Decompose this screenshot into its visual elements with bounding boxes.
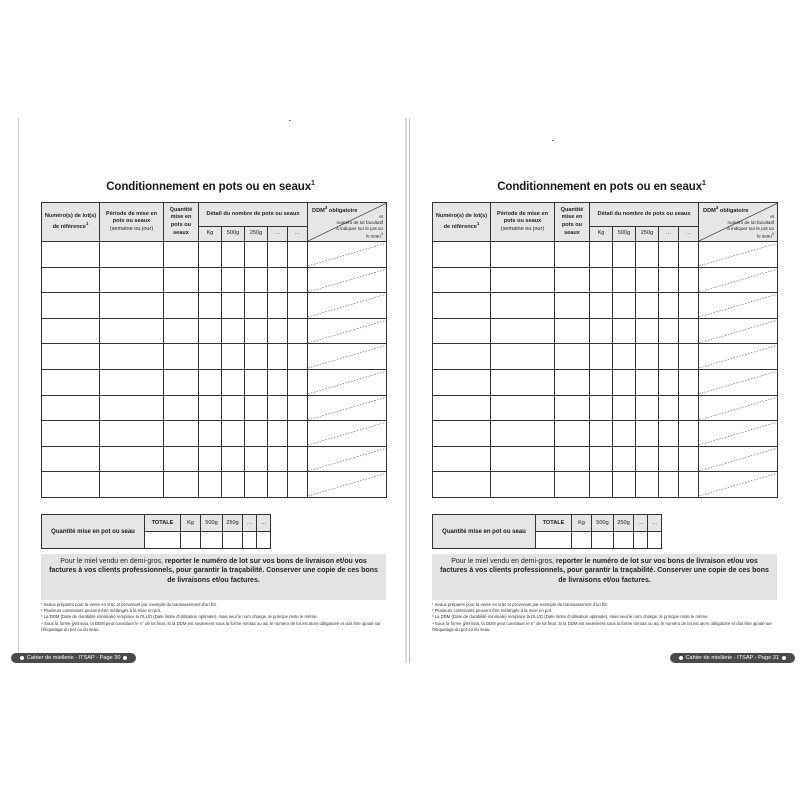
table-cell[interactable] <box>164 421 199 447</box>
table-cell[interactable] <box>288 267 308 293</box>
size-500g: 500g <box>613 227 636 242</box>
table-row <box>42 369 387 395</box>
table-cell[interactable] <box>245 267 268 293</box>
size-250g: 250g <box>636 227 659 242</box>
table-cell[interactable] <box>679 369 699 395</box>
table-cell[interactable] <box>555 267 590 293</box>
table-cell[interactable] <box>433 446 491 472</box>
table-cell[interactable] <box>590 446 613 472</box>
table-cell[interactable] <box>491 344 555 370</box>
table-cell[interactable] <box>679 293 699 319</box>
table-cell[interactable] <box>491 267 555 293</box>
table-cell[interactable] <box>590 421 613 447</box>
page-footer: Cahier de miellerie - ITSAP - Page 30 <box>11 653 136 663</box>
table-cell[interactable] <box>590 267 613 293</box>
table-cell[interactable] <box>245 369 268 395</box>
table-cell[interactable] <box>613 344 636 370</box>
table-cell[interactable] <box>555 369 590 395</box>
traceability-notice: Pour le miel vendu en demi-gros, reporter le numéro de lot sur vos bons de livraison et/ou vos factures à vos clients professionnels, pour garantir la traçabilité. Conserver une copie de ces bons de livraisons et/ou factures. <box>41 554 386 600</box>
table-cell[interactable] <box>288 293 308 319</box>
table-cell[interactable] <box>491 369 555 395</box>
table-row <box>42 395 387 421</box>
footnote-3: ³ La DDM (Date de durabilité minimale) remplace la DLUO (Date limite d'utilisation optimale), mais seul le nom change, le principe reste le même. <box>41 614 318 620</box>
table-cell[interactable] <box>491 318 555 344</box>
table-cell[interactable] <box>268 395 288 421</box>
header-ddm: DDM$^3$ obligatoire et numéro de lot facultatif à indiquer sur le pot ou le seau$^4$ <box>699 203 778 242</box>
table-cell[interactable] <box>555 421 590 447</box>
size-other-2: … <box>288 227 308 242</box>
table-cell[interactable] <box>590 242 613 268</box>
table-cell[interactable] <box>164 395 199 421</box>
ddm-cell[interactable] <box>699 395 778 421</box>
table-cell[interactable] <box>613 267 636 293</box>
totals-cell[interactable] <box>181 532 201 549</box>
table-cell[interactable] <box>679 344 699 370</box>
footnotes <box>41 602 391 633</box>
header-period: Période de mise en pots ou seaux (semaine ou jour) <box>100 203 164 242</box>
table-cell[interactable] <box>245 318 268 344</box>
table-cell[interactable] <box>433 242 491 268</box>
table-cell[interactable] <box>636 293 659 319</box>
table-cell[interactable] <box>245 421 268 447</box>
table-cell[interactable] <box>42 472 100 498</box>
table-cell[interactable] <box>245 344 268 370</box>
totals-header-kg: Kg <box>181 515 201 532</box>
table-cell[interactable] <box>636 472 659 498</box>
size-kg: Kg <box>590 227 613 242</box>
table-cell[interactable] <box>679 242 699 268</box>
footnotes <box>432 602 782 633</box>
table-cell[interactable] <box>636 318 659 344</box>
ddm-cell[interactable] <box>699 242 778 268</box>
table-body <box>433 242 778 498</box>
ddm-cell[interactable] <box>699 267 778 293</box>
table-row <box>433 318 778 344</box>
table-row <box>42 242 387 268</box>
table-cell[interactable] <box>42 369 100 395</box>
header-quantity: Quantité mise en pots ou seaux <box>555 203 590 242</box>
table-cell[interactable] <box>222 446 245 472</box>
table-cell[interactable] <box>288 369 308 395</box>
table-cell[interactable] <box>613 421 636 447</box>
table-cell[interactable] <box>268 421 288 447</box>
size-other-2: … <box>679 227 699 242</box>
binding-gutter <box>405 118 407 663</box>
table-cell[interactable] <box>288 242 308 268</box>
table-cell[interactable] <box>433 293 491 319</box>
table-cell[interactable] <box>42 242 100 268</box>
totals-header-250g: 250g <box>614 515 634 532</box>
table-cell[interactable] <box>590 395 613 421</box>
table-cell[interactable] <box>659 267 679 293</box>
table-row <box>433 242 778 268</box>
totals-header-other-1: … <box>243 515 257 532</box>
title-superscript: 1 <box>311 180 315 187</box>
table-cell[interactable] <box>433 369 491 395</box>
table-cell[interactable] <box>199 395 222 421</box>
table-cell[interactable] <box>164 318 199 344</box>
table-cell[interactable] <box>199 267 222 293</box>
traceability-notice: Pour le miel vendu en demi-gros, reporter le numéro de lot sur vos bons de livraison et/ou vos factures à vos clients professionnels, pour garantir la traçabilité. Conserver une copie de ces bons de livraisons et/ou factures. <box>432 554 777 600</box>
table-row <box>42 318 387 344</box>
totals-label: Quantité mise en pot ou seau <box>42 515 145 549</box>
table-cell[interactable] <box>433 267 491 293</box>
table-row <box>42 446 387 472</box>
table-cell[interactable] <box>100 242 164 268</box>
table-row <box>42 344 387 370</box>
table-cell[interactable] <box>199 369 222 395</box>
header-ddm: DDM$^3$ obligatoire et numéro de lot facultatif à indiquer sur le pot ou le seau$^4$ <box>308 203 387 242</box>
totals-cell[interactable] <box>572 532 592 549</box>
table-cell[interactable] <box>245 293 268 319</box>
table-cell[interactable] <box>555 242 590 268</box>
header-lot: Numéro(s) de lot(s) de référence$^1$ <box>433 203 491 242</box>
table-cell[interactable] <box>222 395 245 421</box>
packaging-table <box>432 202 778 498</box>
table-cell[interactable] <box>636 242 659 268</box>
header-detail: Détail du nombre de pots ou seaux <box>590 203 699 227</box>
table-cell[interactable] <box>42 293 100 319</box>
ddm-cell[interactable] <box>308 472 387 498</box>
table-cell[interactable] <box>222 421 245 447</box>
footnote-1: ¹ Seaux préparés pour la vente en vrac et provenant par exemple du transvasement d'un fût. <box>432 602 608 607</box>
ddm-cell[interactable] <box>308 293 387 319</box>
table-cell[interactable] <box>164 267 199 293</box>
totals-header-total: TOTALE <box>536 515 572 532</box>
table-cell[interactable] <box>659 472 679 498</box>
table-cell[interactable] <box>679 472 699 498</box>
table-cell[interactable] <box>222 472 245 498</box>
footnote-1: ¹ Seaux préparés pour la vente en vrac et provenant par exemple du transvasement d'un fût. <box>41 602 217 607</box>
footnote-2: ² Plusieurs contenants peuvent être mélangés à la mise en pot. <box>432 608 553 614</box>
table-cell[interactable] <box>245 472 268 498</box>
table-cell[interactable] <box>659 293 679 319</box>
table-cell[interactable] <box>555 395 590 421</box>
table-cell[interactable] <box>659 369 679 395</box>
footnote-4: ⁴ Sous la forme jj/mm/aa, la DDM peut constituer le n° de lot final. Si la DDM est seulement sous la forme mm/aa ou aa, le numéro de lot est alors obligatoire et doit être ajouté sur l'étiquetage du pot ou du seau. <box>432 620 772 632</box>
table-cell[interactable] <box>288 318 308 344</box>
table-cell[interactable] <box>590 293 613 319</box>
table-cell[interactable] <box>100 446 164 472</box>
header-lot: Numéro(s) de lot(s) de référence$^1$ <box>42 203 100 242</box>
table-cell[interactable] <box>636 344 659 370</box>
table-row <box>433 421 778 447</box>
table-cell[interactable] <box>491 395 555 421</box>
table-cell[interactable] <box>199 344 222 370</box>
table-row <box>433 267 778 293</box>
table-cell[interactable] <box>100 318 164 344</box>
table-cell[interactable] <box>590 369 613 395</box>
table-cell[interactable] <box>100 344 164 370</box>
totals-cell[interactable] <box>634 532 648 549</box>
page-footer: Cahier de miellerie - ITSAP - Page 31 <box>670 653 795 663</box>
table-cell[interactable] <box>164 369 199 395</box>
table-cell[interactable] <box>590 318 613 344</box>
totals-header-other-2: … <box>648 515 662 532</box>
packaging-table <box>41 202 387 498</box>
totals-table <box>41 514 271 549</box>
table-cell[interactable] <box>222 318 245 344</box>
table-cell[interactable] <box>199 446 222 472</box>
table-row <box>433 446 778 472</box>
table-cell[interactable] <box>268 267 288 293</box>
table-cell[interactable] <box>42 446 100 472</box>
table-cell[interactable] <box>245 446 268 472</box>
table-cell[interactable] <box>590 344 613 370</box>
table-cell[interactable] <box>659 344 679 370</box>
table-cell[interactable] <box>659 318 679 344</box>
size-other-1: … <box>268 227 288 242</box>
ddm-cell[interactable] <box>308 446 387 472</box>
table-cell[interactable] <box>245 242 268 268</box>
table-cell[interactable] <box>433 421 491 447</box>
ddm-cell[interactable] <box>699 446 778 472</box>
title-text: Conditionnement en pots ou en seaux <box>106 180 311 193</box>
table-cell[interactable] <box>288 421 308 447</box>
right-page <box>409 118 793 663</box>
table-cell[interactable] <box>222 267 245 293</box>
table-cell[interactable] <box>433 395 491 421</box>
table-cell[interactable] <box>100 267 164 293</box>
table-cell[interactable] <box>288 446 308 472</box>
totals-header-kg: Kg <box>572 515 592 532</box>
table-cell[interactable] <box>222 293 245 319</box>
ddm-cell[interactable] <box>699 318 778 344</box>
table-row <box>42 421 387 447</box>
totals-table <box>432 514 662 549</box>
table-cell[interactable] <box>555 318 590 344</box>
table-cell[interactable] <box>199 293 222 319</box>
table-cell[interactable] <box>42 421 100 447</box>
table-cell[interactable] <box>613 395 636 421</box>
totals-cell[interactable] <box>243 532 257 549</box>
table-cell[interactable] <box>491 421 555 447</box>
page-title <box>19 180 402 193</box>
table-cell[interactable] <box>636 395 659 421</box>
table-cell[interactable] <box>659 446 679 472</box>
size-250g: 250g <box>245 227 268 242</box>
table-cell[interactable] <box>659 242 679 268</box>
size-500g: 500g <box>222 227 245 242</box>
table-cell[interactable] <box>268 472 288 498</box>
table-cell[interactable] <box>555 293 590 319</box>
totals-label: Quantité mise en pot ou seau <box>433 515 536 549</box>
totals-cell[interactable] <box>614 532 634 549</box>
table-cell[interactable] <box>613 369 636 395</box>
table-cell[interactable] <box>679 421 699 447</box>
table-row <box>433 369 778 395</box>
table-cell[interactable] <box>491 446 555 472</box>
table-cell[interactable] <box>199 472 222 498</box>
ddm-cell[interactable] <box>308 395 387 421</box>
table-cell[interactable] <box>555 446 590 472</box>
table-cell[interactable] <box>199 318 222 344</box>
table-cell[interactable] <box>491 472 555 498</box>
ddm-cell[interactable] <box>308 344 387 370</box>
table-cell[interactable] <box>268 318 288 344</box>
totals-cell[interactable] <box>201 532 223 549</box>
table-cell[interactable] <box>613 242 636 268</box>
table-cell[interactable] <box>268 293 288 319</box>
table-cell[interactable] <box>613 293 636 319</box>
table-row <box>433 293 778 319</box>
table-cell[interactable] <box>100 293 164 319</box>
table-cell[interactable] <box>433 344 491 370</box>
left-page <box>18 118 402 663</box>
table-cell[interactable] <box>164 242 199 268</box>
table-cell[interactable] <box>268 369 288 395</box>
table-row <box>433 344 778 370</box>
ddm-cell[interactable] <box>308 318 387 344</box>
table-cell[interactable] <box>42 318 100 344</box>
totals-header-other-1: … <box>634 515 648 532</box>
table-cell[interactable] <box>555 472 590 498</box>
table-cell[interactable] <box>42 395 100 421</box>
table-cell[interactable] <box>164 344 199 370</box>
table-cell[interactable] <box>164 293 199 319</box>
table-row <box>42 293 387 319</box>
size-other-1: … <box>659 227 679 242</box>
totals-cell[interactable] <box>592 532 614 549</box>
table-cell[interactable] <box>288 472 308 498</box>
footnote-3: ³ La DDM (Date de durabilité minimale) remplace la DLUO (Date limite d'utilisation optimale), mais seul le nom change, le principe reste le même. <box>432 614 709 620</box>
table-cell[interactable] <box>613 472 636 498</box>
header-detail: Détail du nombre de pots ou seaux <box>199 203 308 227</box>
totals-cell[interactable] <box>257 532 271 549</box>
header-quantity: Quantité mise en pots ou seaux <box>164 203 199 242</box>
table-cell[interactable] <box>491 242 555 268</box>
ddm-cell[interactable] <box>699 421 778 447</box>
table-cell[interactable] <box>268 344 288 370</box>
table-cell[interactable] <box>590 472 613 498</box>
table-cell[interactable] <box>100 472 164 498</box>
table-cell[interactable] <box>288 395 308 421</box>
table-cell[interactable] <box>164 472 199 498</box>
header-period: Période de mise en pots ou seaux (semaine ou jour) <box>491 203 555 242</box>
totals-cell[interactable] <box>223 532 243 549</box>
totals-cell[interactable] <box>536 532 572 549</box>
totals-header-total: TOTALE <box>145 515 181 532</box>
table-cell[interactable] <box>433 472 491 498</box>
table-cell[interactable] <box>100 369 164 395</box>
table-cell[interactable] <box>555 344 590 370</box>
title-text: Conditionnement en pots ou en seaux <box>497 180 702 193</box>
table-cell[interactable] <box>636 421 659 447</box>
table-cell[interactable] <box>679 267 699 293</box>
table-cell[interactable] <box>659 421 679 447</box>
table-cell[interactable] <box>636 369 659 395</box>
table-cell[interactable] <box>679 446 699 472</box>
table-cell[interactable] <box>42 267 100 293</box>
table-row <box>433 395 778 421</box>
table-cell[interactable] <box>268 242 288 268</box>
table-cell[interactable] <box>613 446 636 472</box>
table-cell[interactable] <box>222 369 245 395</box>
table-cell[interactable] <box>199 242 222 268</box>
table-cell[interactable] <box>222 344 245 370</box>
table-cell[interactable] <box>636 267 659 293</box>
scan-speck <box>289 120 291 121</box>
table-cell[interactable] <box>100 395 164 421</box>
table-cell[interactable] <box>42 344 100 370</box>
table-cell[interactable] <box>679 395 699 421</box>
totals-header-500g: 500g <box>201 515 223 532</box>
table-row <box>42 472 387 498</box>
totals-cell[interactable] <box>145 532 181 549</box>
table-cell[interactable] <box>199 421 222 447</box>
table-cell[interactable] <box>433 318 491 344</box>
table-cell[interactable] <box>268 446 288 472</box>
ddm-cell[interactable] <box>308 369 387 395</box>
ddm-cell[interactable] <box>699 472 778 498</box>
page-title <box>410 180 793 193</box>
table-cell[interactable] <box>164 446 199 472</box>
title-superscript: 1 <box>702 180 706 187</box>
totals-header-500g: 500g <box>592 515 614 532</box>
totals-header-other-2: … <box>257 515 271 532</box>
table-cell[interactable] <box>100 421 164 447</box>
table-cell[interactable] <box>613 318 636 344</box>
table-row <box>433 472 778 498</box>
scan-speck <box>552 140 554 141</box>
ddm-cell[interactable] <box>699 369 778 395</box>
table-cell[interactable] <box>288 344 308 370</box>
ddm-cell[interactable] <box>308 421 387 447</box>
table-cell[interactable] <box>491 293 555 319</box>
ddm-cell[interactable] <box>308 242 387 268</box>
table-cell[interactable] <box>659 395 679 421</box>
totals-header-250g: 250g <box>223 515 243 532</box>
table-cell[interactable] <box>679 318 699 344</box>
footnote-2: ² Plusieurs contenants peuvent être mélangés à la mise en pot. <box>41 608 162 614</box>
footnote-4: ⁴ Sous la forme jj/mm/aa, la DDM peut constituer le n° de lot final. Si la DDM est seulement sous la forme mm/aa ou aa, le numéro de lot est alors obligatoire et doit être ajouté sur l'étiquetage du pot ou du seau. <box>41 620 381 632</box>
ddm-cell[interactable] <box>308 267 387 293</box>
table-cell[interactable] <box>245 395 268 421</box>
ddm-cell[interactable] <box>699 293 778 319</box>
ddm-cell[interactable] <box>699 344 778 370</box>
table-cell[interactable] <box>222 242 245 268</box>
totals-cell[interactable] <box>648 532 662 549</box>
table-cell[interactable] <box>636 446 659 472</box>
table-body <box>42 242 387 498</box>
size-kg: Kg <box>199 227 222 242</box>
table-row <box>42 267 387 293</box>
